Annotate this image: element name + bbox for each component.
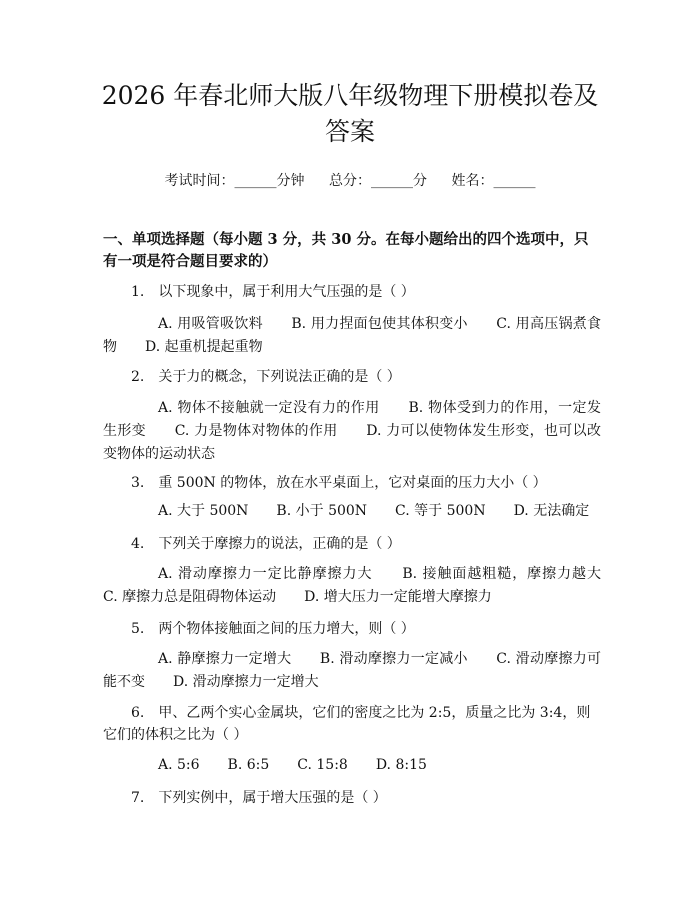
- question-2-options: A. 物体不接触就一定没有力的作用 B. 物体受到力的作用，一定发生形变 C. 力是物体对物体的作用 D. 力可以使物体发生形变，也可以改变物体的运动状态: [103, 400, 601, 462]
- question-6-stem: 6. 甲、乙两个实心金属块，它们的密度之比为 2:5，质量之比为 3:4，则它们的体积之比为（ ）: [103, 705, 591, 743]
- question-3-stem: 3. 重 500N 的物体，放在水平桌面上，它对桌面的压力大小（ ）: [131, 475, 547, 491]
- question-4-options: A. 滑动摩擦力一定比静摩擦力大 B. 接触面越粗糙，摩擦力越大 C. 摩擦力总是阻碍物体运动 D. 增大压力一定能增大摩擦力: [103, 566, 629, 605]
- question-2-stem: 2. 关于力的概念，下列说法正确的是（ ）: [131, 369, 401, 385]
- document-title: [60, 78, 640, 150]
- title-line-2: 答案: [324, 117, 375, 146]
- question-7-stem: 7. 下列实例中，属于增大压强的是（ ）: [131, 790, 387, 806]
- section-heading: 一、单项选择题（每小题 3 分，共 30 分。在每小题给出的四个选项中，只有一项是符合题目要求的）: [103, 231, 589, 270]
- question-6-options: A. 5:6 B. 6:5 C. 15:8 D. 8:15: [158, 757, 427, 773]
- question-3-options: A. 大于 500N B. 小于 500N C. 等于 500N D. 无法确定: [158, 503, 590, 519]
- exam-score: 总分：______分: [329, 173, 427, 189]
- question-4-stem: 4. 下列关于摩擦力的说法，正确的是（ ）: [131, 536, 401, 552]
- question-5-stem: 5. 两个物体接触面之间的压力增大，则（ ）: [131, 621, 415, 637]
- title-line-1: 2026 年春北师大版八年级物理下册模拟卷及: [101, 81, 599, 110]
- student-name: 姓名：______: [451, 173, 536, 189]
- exam-meta: [0, 170, 700, 190]
- question-1-stem: 1. 以下现象中，属于利用大气压强的是（ ）: [131, 284, 415, 300]
- exam-time: 考试时间：______分钟: [164, 173, 305, 189]
- question-5-options: A. 静摩擦力一定增大 B. 滑动摩擦力一定减小 C. 滑动摩擦力可能不变 D. 滑动摩擦力一定增大: [103, 651, 601, 690]
- question-1-options: A. 用吸管吸饮料 B. 用力捏面包使其体积变小 C. 用高压锅煮食物 D. 起重机提起重物: [103, 316, 601, 355]
